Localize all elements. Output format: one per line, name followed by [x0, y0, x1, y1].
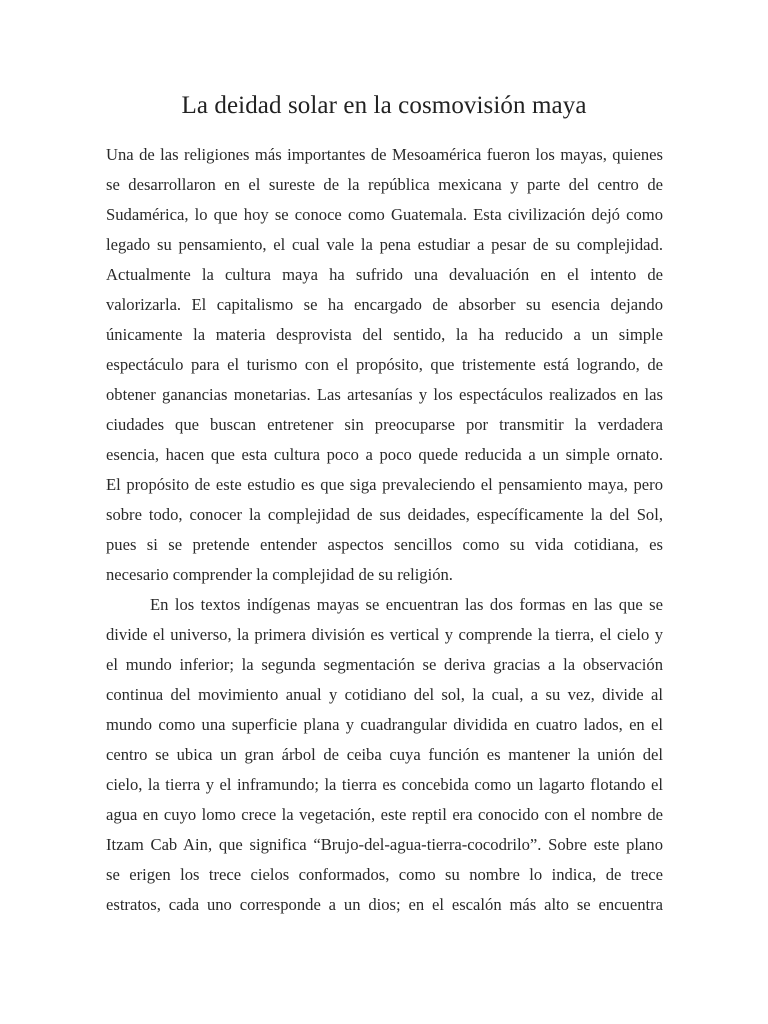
paragraph-line: centro se ubica un gran árbol de ceiba cuya función es mantener la unión del	[106, 745, 663, 764]
paragraph-line: ciudades que buscan entretener sin preocuparse por transmitir la verdadera	[106, 415, 663, 434]
paragraph-line: únicamente la materia desprovista del sentido, la ha reducido a un simple	[106, 325, 663, 344]
paragraph-line: el mundo inferior; la segunda segmentación se deriva gracias a la observación	[106, 655, 663, 674]
paragraph-line: se desarrollaron en el sureste de la república mexicana y parte del centro de	[106, 175, 663, 194]
paragraph-line: se erigen los trece cielos conformados, como su nombre lo indica, de trece	[106, 865, 663, 884]
paragraph-line: Itzam Cab Ain, que significa “Brujo-del-agua-tierra-cocodrilo”. Sobre este plano	[106, 835, 663, 854]
paragraph-line: cielo, la tierra y el inframundo; la tierra es concebida como un lagarto flotando el	[106, 775, 663, 794]
paragraph-line: legado su pensamiento, el cual vale la pena estudiar a pesar de su complejidad.	[106, 235, 663, 254]
paragraph-line: necesario comprender la complejidad de su religión.	[106, 565, 453, 584]
paragraph-line: Sudamérica, lo que hoy se conoce como Guatemala. Esta civilización dejó como	[106, 205, 663, 224]
paragraph-line: espectáculo para el turismo con el propósito, que tristemente está logrando, de	[106, 355, 663, 374]
document-body	[106, 140, 663, 920]
paragraph-line: Una de las religiones más importantes de Mesoamérica fueron los mayas, quienes	[106, 145, 663, 164]
paragraph-line: Actualmente la cultura maya ha sufrido una devaluación en el intento de	[106, 265, 663, 284]
paragraph-line: mundo como una superficie plana y cuadrangular dividida en cuatro lados, en el	[106, 715, 663, 734]
paragraph-line: valorizarla. El capitalismo se ha encargado de absorber su esencia dejando	[106, 295, 663, 314]
paragraph-1	[106, 140, 663, 590]
paragraph-line: El propósito de este estudio es que siga prevaleciendo el pensamiento maya, pero	[106, 475, 663, 494]
paragraph-line: En los textos indígenas mayas se encuentran las dos formas en las que se	[150, 595, 663, 614]
paragraph-line: continua del movimiento anual y cotidiano del sol, la cual, a su vez, divide al	[106, 685, 663, 704]
paragraph-line: estratos, cada uno corresponde a un dios; en el escalón más alto se encuentra	[106, 895, 663, 914]
paragraph-line: agua en cuyo lomo crece la vegetación, este reptil era conocido con el nombre de	[106, 805, 663, 824]
paragraph-line: divide el universo, la primera división es vertical y comprende la tierra, el cielo y	[106, 625, 663, 644]
paragraph-line: sobre todo, conocer la complejidad de sus deidades, específicamente la del Sol,	[106, 505, 663, 524]
paragraph-line: pues si se pretende entender aspectos sencillos como su vida cotidiana, es	[106, 535, 663, 554]
paragraph-line: obtener ganancias monetarias. Las artesanías y los espectáculos realizados en las	[106, 385, 663, 404]
paragraph-line: esencia, hacen que esta cultura poco a poco quede reducida a un simple ornato.	[106, 445, 663, 464]
paragraph-2	[106, 590, 663, 920]
document-title: La deidad solar en la cosmovisión maya	[181, 92, 587, 119]
